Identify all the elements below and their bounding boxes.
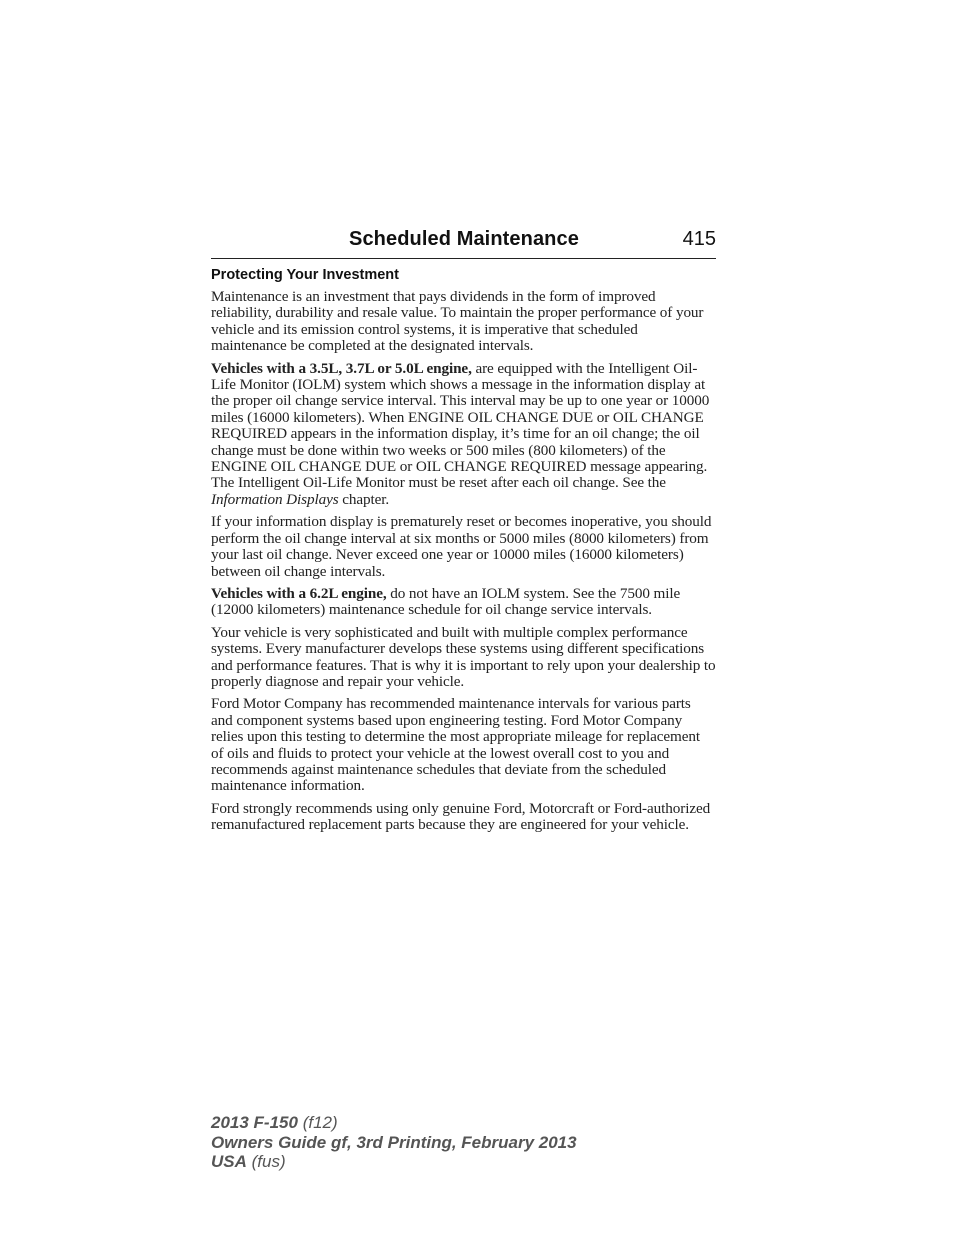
paragraph-display-reset: If your information display is prematurely reset or becomes inoperative, you should perform the oil change interval at six months or 5000 miles (8000 kilometers) from your last oil change. Never exceed one year or 10000 miles (16000 kilometers) between oil change intervals. [211,513,712,580]
page-header [211,228,716,259]
paragraph-genuine-parts: Ford strongly recommends using only genuine Ford, Motorcraft or Ford-authorized remanufactured replacement parts because they are engineered for your vehicle. [211,799,711,834]
paragraph-maintenance-investment: Maintenance is an investment that pays dividends in the form of improved reliability, durability and resale value. To maintain the proper performance of your vehicle and its emission control systems, it is imperative that scheduled maintenance be completed at the designated intervals. [211,288,704,355]
bold-lead-62l: Vehicles with a 6.2L engine, [211,584,387,602]
page-number: 415 [682,228,716,250]
paragraph-sophisticated-vehicle: Your vehicle is very sophisticated and built with multiple complex performance systems. Every manufacturer develops these systems using different specifications and performance features. That is why it is important to rely upon your dealership to properly diagnose and repair your vehicle. [211,623,716,690]
page-content [211,228,716,840]
page-footer [211,1113,577,1172]
paragraph-iolm-engines: Vehicles with a 3.5L, 3.7L or 5.0L engine, are equipped with the Intelligent Oil-Life Monitor (IOLM) system which shows a message in the information display at the proper oil change service interval. This interval may be up to one year or 10000 miles (16000 kilometers). When ENGINE OIL CHANGE DUE or OIL CHANGE REQUIRED appears in the information display, it’s time for an oil change; the oil change must be done within two weeks or 500 miles (800 kilometers) of the ENGINE OIL CHANGE DUE or OIL CHANGE REQUIRED message appearing. The Intelligent Oil-Life Monitor must be reset after each oil change. See the Information Displays chapter. [211,359,710,508]
paragraph-62l-engine: Vehicles with a 6.2L engine, do not have an IOLM system. See the 7500 mile (12000 kilometers) maintenance schedule for oil change service intervals. [211,584,681,619]
footer-guide-line: Owners Guide gf, 3rd Printing, February 2013 [211,1132,577,1152]
section-heading: Protecting Your Investment [211,267,399,283]
chapter-title: Scheduled Maintenance [349,228,579,250]
footer-model-line: 2013 F-150 (f12) [211,1113,338,1132]
paragraph-recommended-intervals: Ford Motor Company has recommended maintenance intervals for various parts and component systems based upon engineering testing. Ford Motor Company relies upon this testing to determine the most appropriate mileage for replacement of oils and fluids to protect your vehicle at the lowest overall cost to you and recommends against maintenance schedules that deviate from the scheduled maintenance information. [211,695,701,795]
chapter-reference: Information Displays [211,490,339,508]
bold-lead-engines: Vehicles with a 3.5L, 3.7L or 5.0L engine, [211,359,472,377]
footer-region-line: USA (fus) [211,1152,286,1171]
